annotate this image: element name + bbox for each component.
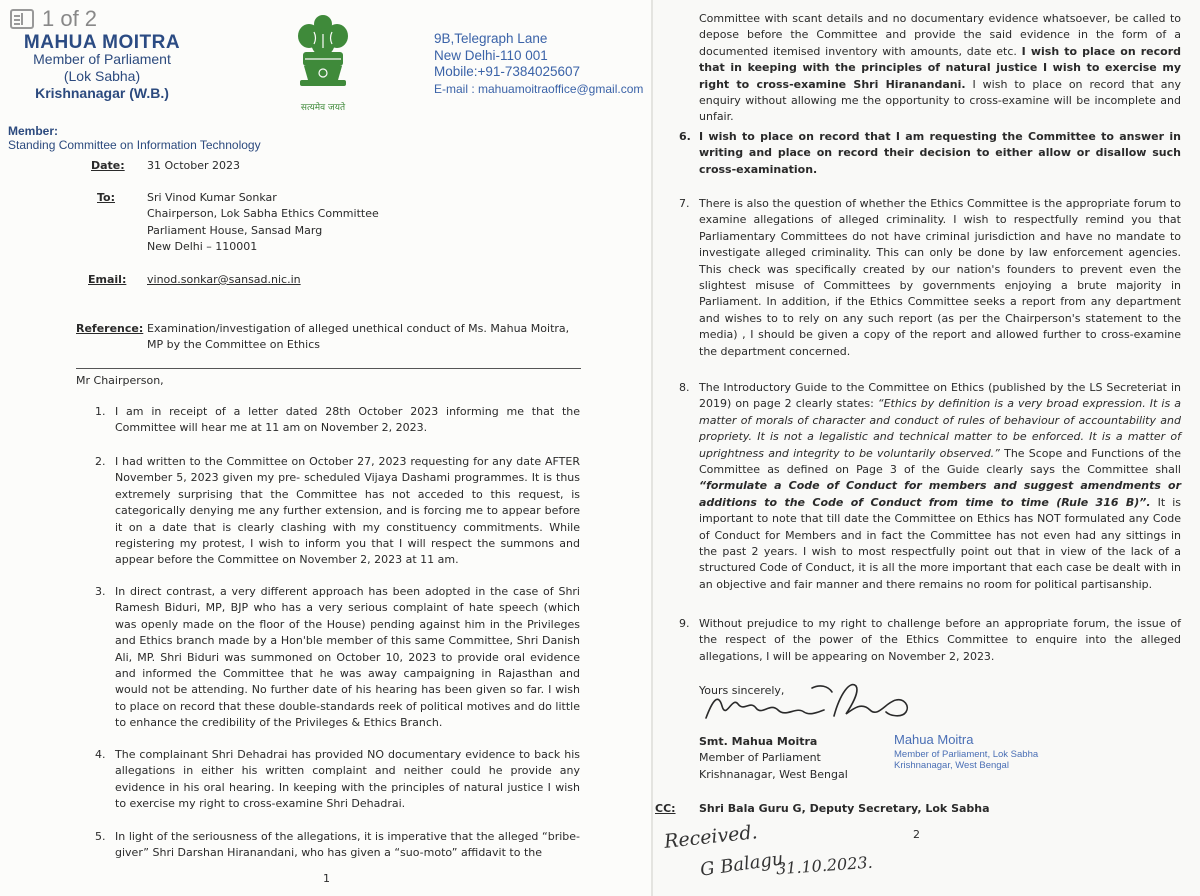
address-line-1: 9B,Telegraph Lane <box>434 31 548 46</box>
reference-label: Reference: <box>76 322 144 335</box>
email-link[interactable]: vinod.sonkar@sansad.nic.in <box>147 273 301 286</box>
to-line: Parliament House, Sansad Marg <box>147 223 323 237</box>
p8-quote-italic: “Ethics by definition is a very broad expression. It is a matter of morals of character and conduct of rules of behaviour of accountability and propriety. It is not a legalistic and technical matter to be enforced. It is a matter of uprightness and integrity to be voluntarily observed.” <box>699 397 1181 460</box>
reference-line: Examination/investigation of alleged unethical conduct of Ms. Mahua Moitra, <box>147 322 570 335</box>
p8-text-a: The Introductory Guide to the Committee on Ethics (published by the LS Secreteriat in 2019) on page 2 clearly states: <box>699 381 1181 411</box>
paragraph-6: I wish to place on record that I am requesting the Committee to answer in writing and place on record their decision to either allow or disallow such cross-examination. <box>699 130 1181 176</box>
paragraph-9: Without prejudice to my right to challenge before an appropriate forum, the issue of the respect of the power of the Ethics Committee to enquire into the alleged allegations, I will be appearing on November 2, 2023. <box>699 617 1181 663</box>
signatory-name: Smt. Mahua Moitra <box>699 735 818 748</box>
to-line: Chairperson, Lok Sabha Ethics Committee <box>147 207 379 221</box>
emblem-motto: सत्यमेव जयते <box>300 103 346 113</box>
national-emblem-icon <box>294 14 352 113</box>
header-divider <box>76 368 581 369</box>
paragraph-5-continued <box>699 11 1181 126</box>
closing: Yours sincerely, <box>699 684 785 697</box>
para-number: 7. <box>679 197 690 210</box>
p5-text-a: Committee with scant details and no documentary evidence whatsoever, be called to depose before the Committee and provide the said evidence in the form of a documented itemised inventory with amounts, date etc. <box>699 12 1181 58</box>
p5-text-bold: I wish to place on record that in keeping with the principles of natural justice I wish to exercise my right to cross-examine Shri Hiranandani. <box>699 44 1181 91</box>
para-number: 1. <box>95 405 106 418</box>
stamp-place: Krishnanagar, West Bengal <box>894 760 1009 771</box>
cc-recipient: Shri Bala Guru G, Deputy Secretary, Lok Sabha <box>699 802 990 815</box>
stamp-title: Member of Parliament, Lok Sabha <box>894 749 1039 760</box>
p5-text-b: I wish to place on record that any enquiry without allowing me the opportunity to cross-examine will be incomplete and unfair. <box>699 77 1181 124</box>
reference-text <box>147 321 569 354</box>
page-indicator-text: 1 of 2 <box>42 6 98 31</box>
letterhead-title: Member of Parliament <box>33 51 171 67</box>
letterhead-constituency: Krishnanagar (W.B.) <box>35 85 169 101</box>
para-number: 4. <box>95 748 106 761</box>
cc-label: CC: <box>655 802 676 815</box>
page-number-1: 1 <box>323 872 330 885</box>
stamp-name: Mahua Moitra <box>894 732 974 747</box>
page-indicator[interactable] <box>10 6 97 32</box>
cc-text <box>699 801 990 817</box>
paragraph-4: The complainant Shri Dehadrai has provided NO documentary evidence to back his allegations in either his written complaint and neither could he provide any evidence in his oral hearing. In keeping with the principles of natural justice I wish to exercise my right to cross-examine Shri Dehadrai. <box>115 748 580 811</box>
p8-text-c: It is important to note that till date the Committee on Ethics has NOT formulated any Code of Conduct for Members and in fact the Committee has not even had any sittings in the past 2 years. I wish to most respectfully point out that in view of the lack of a structured Code of Conduct, it is all the more important that each case be dealt with in an objective and fair manner and there remains no room for political partisanship. <box>699 495 1181 591</box>
para-number: 3. <box>95 585 106 598</box>
paragraph-5-start: In light of the seriousness of the allegations, it is imperative that the alleged “bribe-giver” Shri Darshan Hiranandani, who has given a “suo-moto” affidavit to the <box>115 830 580 860</box>
date-value: 31 October 2023 <box>147 159 241 172</box>
address-email: E-mail : mahuamoitraoffice@gmail.com <box>434 81 644 96</box>
para-number: 9. <box>679 617 690 630</box>
p8-text-b: The Scope and Functions of the Committee as defined on Page 3 of the Guide clearly says the Committee shall <box>699 446 1182 477</box>
paragraph-2: I had written to the Committee on October 27, 2023 requesting for any date AFTER November 5, 2023 given my pre- scheduled Vijaya Dashami programmes. It is thus extremely surprising that the Committee has not acceded to this request, is categorically denying me any further extension, and is forcing me to appear before it on a date that is clearly clashing with my constituency commitments. While registering my protest, I wish to inform you that I will respect the summons and appear before the Committee on November 2, 2023 at 11 am. <box>115 455 580 567</box>
paragraph-3: In direct contrast, a very different approach has been adopted in the case of Shri Ramesh Biduri, MP, BJP who has a very serious complaint of hate speech (which was openly made on the floor of the House) pending against him in the Privileges and Ethics branch made by a Hon'ble member of this same Committee, Shri Danish Ali, MP. Shri Biduri was summoned on October 10, 2023 to provide oral evidence and informed the Committee that he was away campaigning in Rajasthan and would not be attending. No further date of his hearing has been given so far. I wish to place on record that these double-standards reek of political motives and do little to enhance the credibility of the Privileges & Ethics Branch. <box>115 585 580 730</box>
to-address <box>147 190 379 256</box>
member-label: Member: <box>8 124 59 138</box>
handwritten-receiver-name: G Balagu <box>698 848 785 881</box>
email-label: Email: <box>88 273 127 286</box>
to-line: Sri Vinod Kumar Sonkar <box>147 191 277 204</box>
para-number: 6. <box>679 130 691 143</box>
paragraph-1: I am in receipt of a letter dated 28th October 2023 informing me that the Committee will hear me at 11 am on November 2, 2023. <box>115 405 580 435</box>
handwritten-received: Received. <box>663 821 759 853</box>
handwritten-date: 31.10.2023. <box>775 852 874 879</box>
address-line-2: New Delhi-110 001 <box>434 47 548 63</box>
paragraph-7: There is also the question of whether the Ethics Committee is the appropriate forum to examine allegations of alleged criminality. I wish to respectfully remind you that Parliamentary Committees do not have criminal jurisdiction and have no mandate to investigate alleged criminality. This can only be done by law enforcement agencies. This check was specifically created by our nation's founders to prevent even the slightest misuse of Committees by governments enjoying a brute majority in Parliament. In addition, if the Ethics Committee seeks a report from any department and wishes to to rely on any such report (as per the Chairperson's statement to the media) , I should be given a copy of the report and allowed further to cross-examine the department concerned. <box>699 197 1181 358</box>
signature-image <box>700 672 920 728</box>
signatory-place: Krishnanagar, West Bengal <box>699 767 848 781</box>
address-mobile: Mobile:+91-7384025607 <box>434 64 580 79</box>
official-stamp <box>894 732 1038 771</box>
signatory-block <box>699 734 848 783</box>
para-number: 2. <box>95 455 106 468</box>
page-divider <box>651 0 653 896</box>
signatory-title: Member of Parliament <box>699 751 821 765</box>
reference-line: MP by the Committee on Ethics <box>147 338 320 352</box>
sidebar-toggle-icon[interactable] <box>10 9 34 29</box>
date-label: Date: <box>91 159 125 172</box>
letterhead-name: MAHUA MOITRA <box>23 32 181 53</box>
letterhead-house: (Lok Sabha) <box>63 68 141 84</box>
salutation: Mr Chairperson, <box>76 374 164 387</box>
member-info <box>8 124 261 152</box>
to-label: To: <box>97 191 115 204</box>
para-number: 5. <box>95 830 106 843</box>
page-number-2: 2 <box>913 828 920 841</box>
para-number: 8. <box>679 381 690 394</box>
paragraph-8 <box>699 380 1181 593</box>
letterhead-address <box>434 31 643 97</box>
letterhead-left <box>12 34 192 102</box>
p8-quote-bold-italic: “formulate a Code of Conduct for members and suggest amendments or additions to the Code of Conduct from time to time (Rule 316 B)”. <box>699 479 1181 509</box>
member-committee: Standing Committee on Information Technology <box>8 138 261 152</box>
to-line: New Delhi – 110001 <box>147 240 258 254</box>
